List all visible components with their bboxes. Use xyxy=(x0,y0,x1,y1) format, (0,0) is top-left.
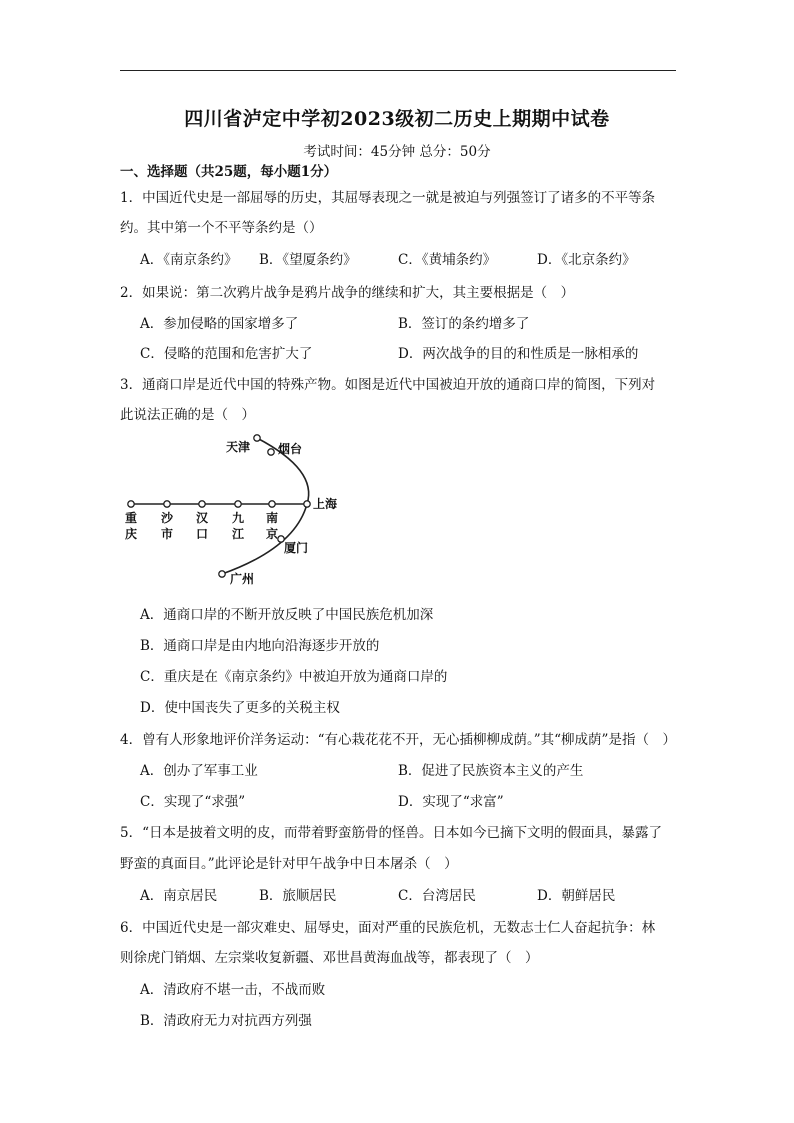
port-node-shashi xyxy=(164,501,170,507)
label-jiujiang-1: 九 xyxy=(232,511,245,525)
q3-stem-line2: 此说法正确的是（ ） xyxy=(120,407,255,423)
exam-title: 四川省泸定中学初2023级初二历史上期期中试卷 xyxy=(184,108,610,130)
q3-option-d[interactable]: D．使中国丧失了更多的关税主权 xyxy=(140,700,340,716)
q1-option-d[interactable]: D．《北京条约》 xyxy=(537,252,636,268)
section-heading: 一、选择题（共25题，每小题1分） xyxy=(120,164,338,180)
label-tianjin: 天津 xyxy=(226,440,251,454)
q3-option-a[interactable]: A．通商口岸的不断开放反映了中国民族危机加深 xyxy=(140,607,434,623)
q5-option-a[interactable]: A．南京居民 xyxy=(140,888,218,904)
q6-option-b[interactable]: B．清政府无力对抗西方列强 xyxy=(140,1013,312,1029)
label-hankou-1: 汉 xyxy=(196,511,209,525)
exam-subtitle: 考试时间：45分钟 总分：50分 xyxy=(303,144,491,160)
q6-option-a[interactable]: A．清政府不堪一击，不战而败 xyxy=(140,982,326,998)
port-node-tianjin xyxy=(254,435,260,441)
q4-option-b[interactable]: B．促进了民族资本主义的产生 xyxy=(398,763,584,779)
port-node-jiujiang xyxy=(235,501,241,507)
label-jiujiang-2: 江 xyxy=(232,527,245,541)
label-chongqing-2: 庆 xyxy=(125,527,138,541)
port-node-yantai xyxy=(268,449,274,455)
q3-option-c[interactable]: C．重庆是在《南京条约》中被迫开放为通商口岸的 xyxy=(140,669,448,685)
q3-option-b[interactable]: B．通商口岸是由内地向沿海逐步开放的 xyxy=(140,638,380,654)
q1-stem-line1: 1．中国近代史是一部屈辱的历史，其屈辱表现之一就是被迫与列强签订了诸多的不平等条 xyxy=(120,190,656,206)
label-shanghai: 上海 xyxy=(313,497,338,511)
q6-stem-line1: 6．中国近代史是一部灾难史、屈辱史，面对严重的民族危机，无数志士仁人奋起抗争：林 xyxy=(120,920,656,936)
label-shashi-2: 市 xyxy=(161,527,174,541)
port-node-guangzhou xyxy=(219,571,225,577)
q2-option-a[interactable]: A．参加侵略的国家增多了 xyxy=(140,316,299,332)
q5-stem-line2: 野蛮的真面目。”此评论是针对甲午战争中日本屠杀（ ） xyxy=(120,856,458,872)
q1-stem-line2: 约。其中第一个不平等条约是（） xyxy=(120,220,323,236)
q5-option-c[interactable]: C．台湾居民 xyxy=(398,888,476,904)
q4-option-d[interactable]: D．实现了“求富” xyxy=(398,794,504,810)
q2-option-b[interactable]: B．签订的条约增多了 xyxy=(398,316,530,332)
q4-option-c[interactable]: C．实现了“求强” xyxy=(140,794,246,810)
q5-stem-line1: 5．“日本是披着文明的皮，而带着野蛮筋骨的怪兽。日本如今已摘下文明的假面具，暴露了 xyxy=(120,825,662,841)
port-node-hankou xyxy=(199,501,205,507)
q1-option-a[interactable]: A．《南京条约》 xyxy=(140,252,238,268)
q6-stem-line2: 则徐虎门销烟、左宗棠收复新疆、邓世昌黄海血战等，都表现了（ ） xyxy=(120,950,539,966)
label-nanjing-1: 南 xyxy=(266,511,279,525)
q4-option-a[interactable]: A．创办了军事工业 xyxy=(140,763,258,779)
q2-option-c[interactable]: C．侵略的范围和危害扩大了 xyxy=(140,346,313,362)
q5-option-d[interactable]: D．朝鲜居民 xyxy=(537,888,616,904)
label-hankou-2: 口 xyxy=(196,527,209,541)
port-node-chongqing xyxy=(128,501,134,507)
q3-stem-line1: 3．通商口岸是近代中国的特殊产物。如图是近代中国被迫开放的通商口岸的简图，下列对 xyxy=(120,377,656,393)
port-node-shanghai xyxy=(304,501,310,507)
q2-stem: 2．如果说：第二次鸦片战争是鸦片战争的继续和扩大，其主要根据是（ ） xyxy=(120,285,575,301)
label-chongqing-1: 重 xyxy=(125,511,138,525)
label-nanjing-2: 京 xyxy=(266,527,279,541)
q1-option-b[interactable]: B．《望厦条约》 xyxy=(259,252,357,268)
q2-option-d[interactable]: D．两次战争的目的和性质是一脉相承的 xyxy=(398,346,639,362)
port-node-nanjing xyxy=(269,501,275,507)
q4-stem: 4．曾有人形象地评价洋务运动：“有心栽花花不开，无心插柳柳成荫。”其“柳成荫”是指（ ） xyxy=(120,732,676,748)
q5-option-b[interactable]: B．旅顺居民 xyxy=(259,888,337,904)
label-yantai: 烟台 xyxy=(278,442,303,456)
label-guangzhou: 广州 xyxy=(230,572,255,586)
q1-option-c[interactable]: C．《黄埔条约》 xyxy=(398,252,497,268)
label-shashi-1: 沙 xyxy=(161,511,174,525)
label-xiamen: 厦门 xyxy=(284,541,309,555)
